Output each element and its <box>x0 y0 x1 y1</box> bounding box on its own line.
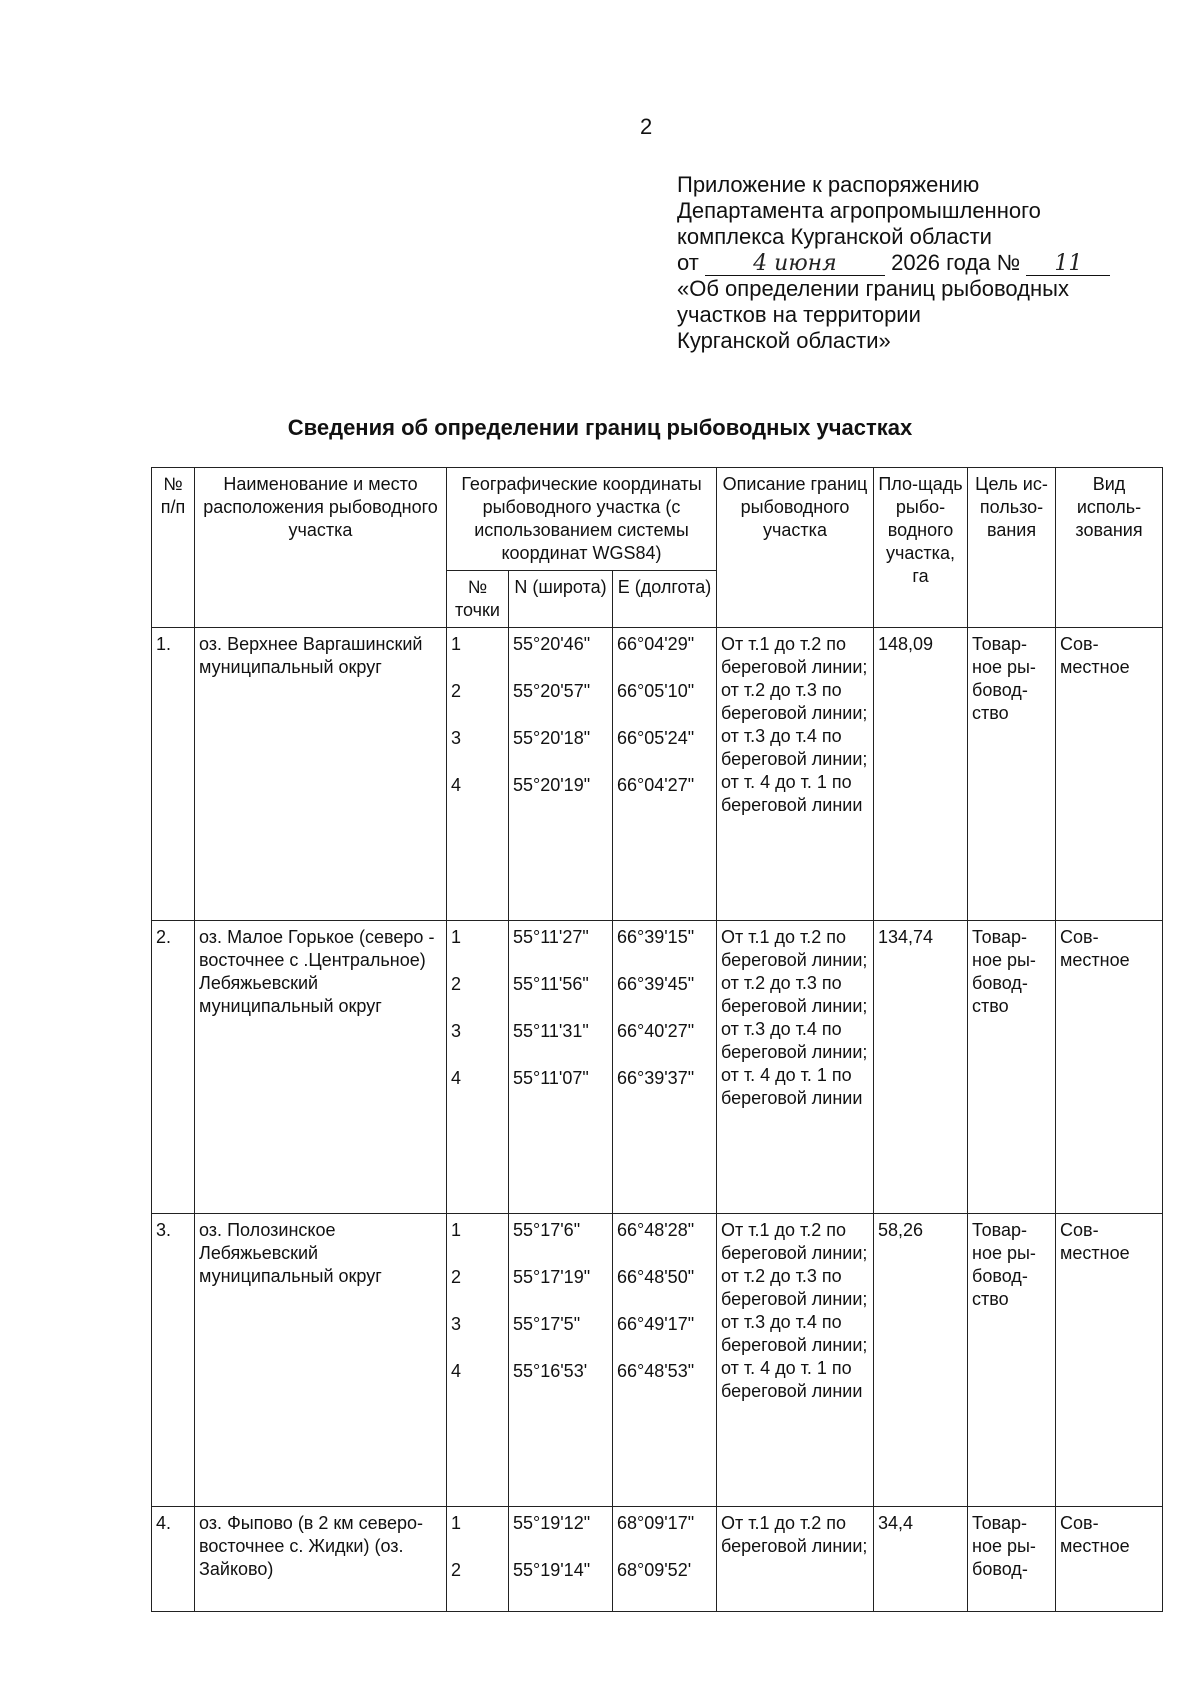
cell-purpose: Товар-ное ры-бовод-ство <box>968 628 1056 921</box>
cell-points-value: 2 <box>451 681 462 701</box>
cell-lon-value: 66°48'28" <box>617 1220 695 1240</box>
cell-description: От т.1 до т.2 по береговой линии; от т.2 до т.3 по береговой линии; от т.3 до т.4 по береговой линии; от т. 4 до т. 1 по береговой линии <box>717 628 874 921</box>
cell-points-value: 3 <box>451 1021 462 1041</box>
cell-points-value: 4 <box>451 775 462 795</box>
cell-points-value: 2 <box>451 1267 462 1287</box>
cell-points-value: 1 <box>451 1220 462 1240</box>
cell-name: оз. Верхнее Варгашинский муниципальный округ <box>195 628 447 921</box>
cell-num: 2. <box>152 921 195 1214</box>
from-label: от <box>677 250 699 275</box>
annex-line-6: участков на территории <box>677 302 921 327</box>
header-usage: Вид исполь-зования <box>1056 468 1163 628</box>
cell-purpose: Товар-ное ры-бовод-ство <box>968 1214 1056 1507</box>
annex-line-5: «Об определении границ рыбоводных <box>677 276 1069 301</box>
cell-lon-value: 68°09'52' <box>617 1560 692 1580</box>
cell-lat-value: 55°20'19" <box>513 775 591 795</box>
cell-lat-value: 55°17'19" <box>513 1267 591 1287</box>
table-row <box>152 921 1163 1214</box>
header-area: Пло-щадь рыбо-водного участка, га <box>874 468 968 628</box>
cell-lat <box>509 921 613 1214</box>
cell-lat-value: 55°11'56" <box>513 974 589 994</box>
cell-lat <box>509 1214 613 1507</box>
header-lat: N (широта) <box>509 571 613 628</box>
cell-lon <box>613 1214 717 1507</box>
cell-lon-value: 66°05'10" <box>617 681 695 701</box>
annex-line-date <box>677 250 1157 276</box>
cell-area: 134,74 <box>874 921 968 1214</box>
cell-lat-value: 55°11'31" <box>513 1021 589 1041</box>
cell-description: От т.1 до т.2 по береговой линии; <box>717 1507 874 1612</box>
header-purpose: Цель ис-пользо-вания <box>968 468 1056 628</box>
cell-lat-value: 55°20'18" <box>513 728 591 748</box>
cell-points-value: 1 <box>451 927 462 947</box>
cell-lon-value: 66°49'17" <box>617 1314 695 1334</box>
handwritten-number: 11 <box>1026 253 1110 276</box>
cell-points <box>447 1507 509 1612</box>
cell-name: оз. Полозинское Лебяжьевский муниципальный округ <box>195 1214 447 1507</box>
cell-points <box>447 921 509 1214</box>
cell-points-value: 1 <box>451 1513 462 1533</box>
handwritten-date: 4 июня <box>705 253 885 276</box>
cell-lon <box>613 1507 717 1612</box>
cell-purpose: Товар-ное ры-бовод- <box>968 1507 1056 1612</box>
cell-points-value: 2 <box>451 974 462 994</box>
annex-line-2: Департамента агропромышленного <box>677 198 1041 223</box>
cell-num: 3. <box>152 1214 195 1507</box>
cell-points <box>447 628 509 921</box>
cell-lon-value: 66°04'27" <box>617 775 695 795</box>
cell-lon-value: 66°48'50" <box>617 1267 695 1287</box>
cell-lat-value: 55°11'07" <box>513 1068 589 1088</box>
cell-lon-value: 66°05'24" <box>617 728 695 748</box>
year-text: 2026 года № <box>891 250 1021 275</box>
cell-description: От т.1 до т.2 по береговой линии; от т.2 до т.3 по береговой линии; от т.3 до т.4 по береговой линии; от т. 4 до т. 1 по береговой линии <box>717 1214 874 1507</box>
cell-points-value: 1 <box>451 634 462 654</box>
cell-lat <box>509 1507 613 1612</box>
cell-points-value: 3 <box>451 1314 462 1334</box>
annex-line-1: Приложение к распоряжению <box>677 172 980 197</box>
header-description: Описание границ рыбоводного участка <box>717 468 874 628</box>
fishery-plots-table <box>151 467 1163 1612</box>
cell-lon-value: 68°09'17" <box>617 1513 695 1533</box>
annex-line-7: Курганской области» <box>677 328 891 353</box>
cell-usage: Сов-местное <box>1056 1214 1163 1507</box>
cell-lon-value: 66°39'37" <box>617 1068 695 1088</box>
cell-usage: Сов-местное <box>1056 628 1163 921</box>
cell-purpose: Товар-ное ры-бовод-ство <box>968 921 1056 1214</box>
cell-lat-value: 55°17'5" <box>513 1314 581 1334</box>
cell-lon-value: 66°40'27" <box>617 1021 695 1041</box>
cell-name: оз. Фыпово (в 2 км северо-восточнее с. Жидки) (оз. Зайково) <box>195 1507 447 1612</box>
header-coords: Географические координаты рыбоводного участка (с использованием системы координат WGS84) <box>447 468 717 571</box>
cell-lat <box>509 628 613 921</box>
cell-points-value: 4 <box>451 1361 462 1381</box>
cell-lat-value: 55°17'6" <box>513 1220 581 1240</box>
cell-points <box>447 1214 509 1507</box>
table-row <box>152 1507 1163 1612</box>
page-number: 2 <box>640 114 653 139</box>
cell-lon <box>613 921 717 1214</box>
cell-lon-value: 66°39'15" <box>617 927 695 947</box>
cell-description: От т.1 до т.2 по береговой линии; от т.2 до т.3 по береговой линии; от т.3 до т.4 по береговой линии; от т. 4 до т. 1 по береговой линии <box>717 921 874 1214</box>
cell-lat-value: 55°19'14" <box>513 1560 591 1580</box>
cell-lon-value: 66°48'53" <box>617 1361 695 1381</box>
table-row <box>152 1214 1163 1507</box>
annex-line-3: комплекса Курганской области <box>677 224 992 249</box>
cell-points-value: 4 <box>451 1068 462 1088</box>
cell-lat-value: 55°11'27" <box>513 927 589 947</box>
cell-lon-value: 66°39'45" <box>617 974 695 994</box>
cell-lat-value: 55°20'46" <box>513 634 591 654</box>
cell-points-value: 3 <box>451 728 462 748</box>
header-lon: E (долгота) <box>613 571 717 628</box>
cell-area: 148,09 <box>874 628 968 921</box>
cell-usage: Сов-местное <box>1056 1507 1163 1612</box>
cell-name: оз. Малое Горькое (северо - восточнее с .Центральное) Лебяжьевский муниципальный округ <box>195 921 447 1214</box>
header-num: № п/п <box>152 468 195 628</box>
cell-lat-value: 55°16'53' <box>513 1361 588 1381</box>
annex-header <box>677 172 1157 354</box>
header-point-no: № точки <box>447 571 509 628</box>
cell-num: 1. <box>152 628 195 921</box>
table-row <box>152 628 1163 921</box>
cell-lat-value: 55°19'12" <box>513 1513 591 1533</box>
cell-lat-value: 55°20'57" <box>513 681 591 701</box>
cell-lon <box>613 628 717 921</box>
cell-lon-value: 66°04'29" <box>617 634 695 654</box>
header-name: Наименование и место расположения рыбоводного участка <box>195 468 447 628</box>
document-title: Сведения об определении границ рыбоводных участках <box>287 415 913 440</box>
cell-area: 34,4 <box>874 1507 968 1612</box>
cell-points-value: 2 <box>451 1560 462 1580</box>
cell-num: 4. <box>152 1507 195 1612</box>
cell-area: 58,26 <box>874 1214 968 1507</box>
cell-usage: Сов-местное <box>1056 921 1163 1214</box>
